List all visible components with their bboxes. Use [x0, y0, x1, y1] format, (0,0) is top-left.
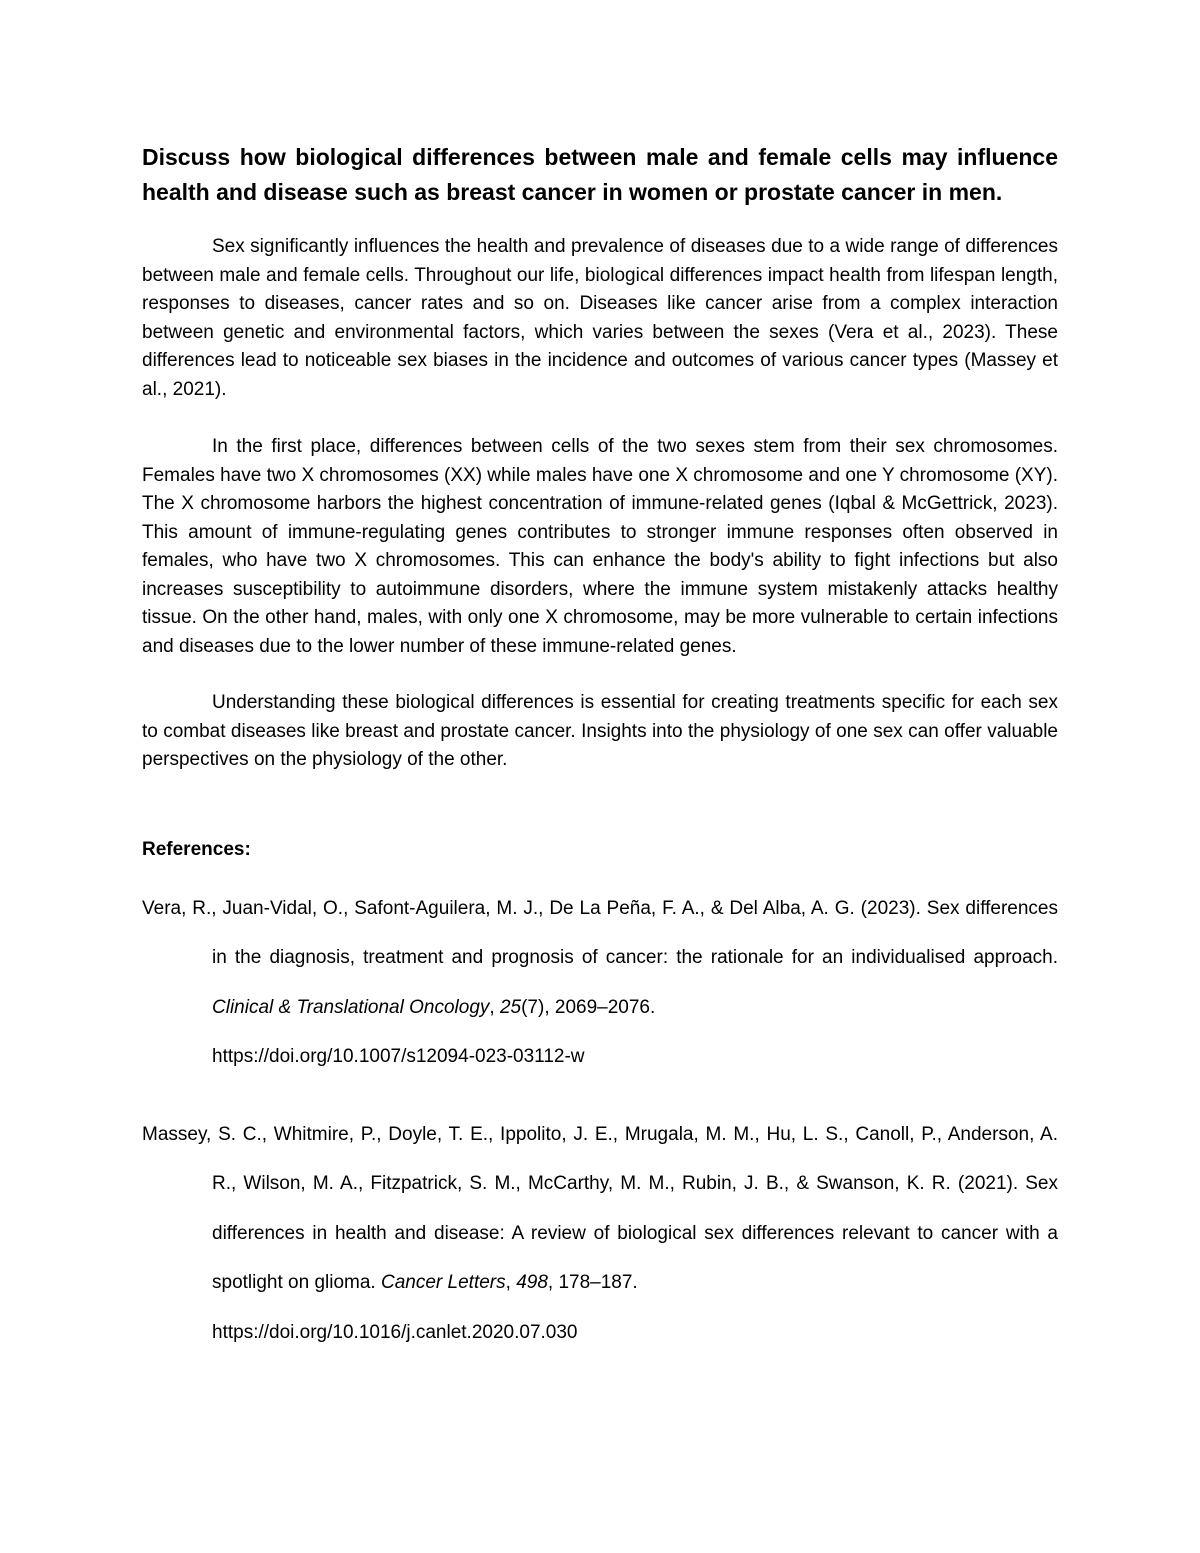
reference-text: Massey, S. C., Whitmire, P., Doyle, T. E., Ippolito, J. E., Mrugala, M. M., Hu, L. S., Canoll, P., Anderson, A. R., Wilson, M. A., Fitzpatrick, S. M., McCarthy, M. M., Rubin, J. B., & Swanson, K. R. (2021). Sex differences in health and disease: A review of biological sex differences relevant to cancer with a spotlight on glioma. [142, 1123, 1058, 1293]
reference-journal: Clinical & Translational Oncology [212, 996, 490, 1018]
reference-volume: 498 [516, 1272, 548, 1293]
page-title: Discuss how biological differences between male and female cells may influence health and disease such as breast cancer in women or prostate cancer in men. [142, 144, 1058, 205]
reference-separator: , [489, 996, 500, 1018]
references-heading: References: [142, 838, 251, 860]
reference-volume: 25 [499, 996, 522, 1018]
reference-journal: Cancer Letters [381, 1272, 506, 1293]
body-paragraph: In the first place, differences between cells of the two sexes stem from their sex chromosomes. Females have two X chromosomes (XX) while males have one X chromosome and one Y chromosome (XY). The X chromosome harbors the highest concentration of immune-related genes (Iqbal & McGettrick, 2023). This amount of immune-regulating genes contributes to stronger immune responses often observed in females, who have two X chromosomes. This can enhance the body's ability to fight infections but also increases susceptibility to autoimmune disorders, where the immune system mistakenly attacks healthy tissue. On the other hand, males, with only one X chromosome, may be more vulnerable to certain infections and diseases due to the lower number of these immune-related genes. [142, 436, 1058, 657]
reference-details: (7), 2069–2076. [521, 996, 656, 1018]
body-paragraph: Understanding these biological differences is essential for creating treatments specific for each sex to combat diseases like breast and prostate cancer. Insights into the physiology of one sex can offer valuable perspectives on the physiology of the other. [142, 692, 1058, 770]
body-paragraph: Sex significantly influences the health and prevalence of diseases due to a wide range of differences between male and female cells. Throughout our life, biological differences impact health from lifespan length, responses to diseases, cancer rates and so on. Diseases like cancer arise from a complex interaction between genetic and environmental factors, which varies between the sexes (Vera et al., 2023). These differences lead to noticeable sex biases in the incidence and outcomes of various cancer types (Massey et al., 2021). [142, 236, 1058, 400]
reference-details: , 178–187. [547, 1272, 638, 1293]
reference-entry [142, 884, 1058, 1082]
reference-text: Vera, R., Juan-Vidal, O., Safont-Aguilera, M. J., De La Peña, F. A., & Del Alba, A. G. (2023). Sex differences in the diagnosis, treatment and prognosis of cancer: the rationale for an individualised approach. [142, 897, 1058, 968]
reference-doi-link[interactable]: https://doi.org/10.1016/j.canlet.2020.07.030 [212, 1321, 578, 1343]
reference-separator: , [505, 1272, 517, 1293]
reference-entry [142, 1110, 1058, 1358]
reference-doi-link[interactable]: https://doi.org/10.1007/s12094-023-03112-w [212, 1046, 585, 1067]
